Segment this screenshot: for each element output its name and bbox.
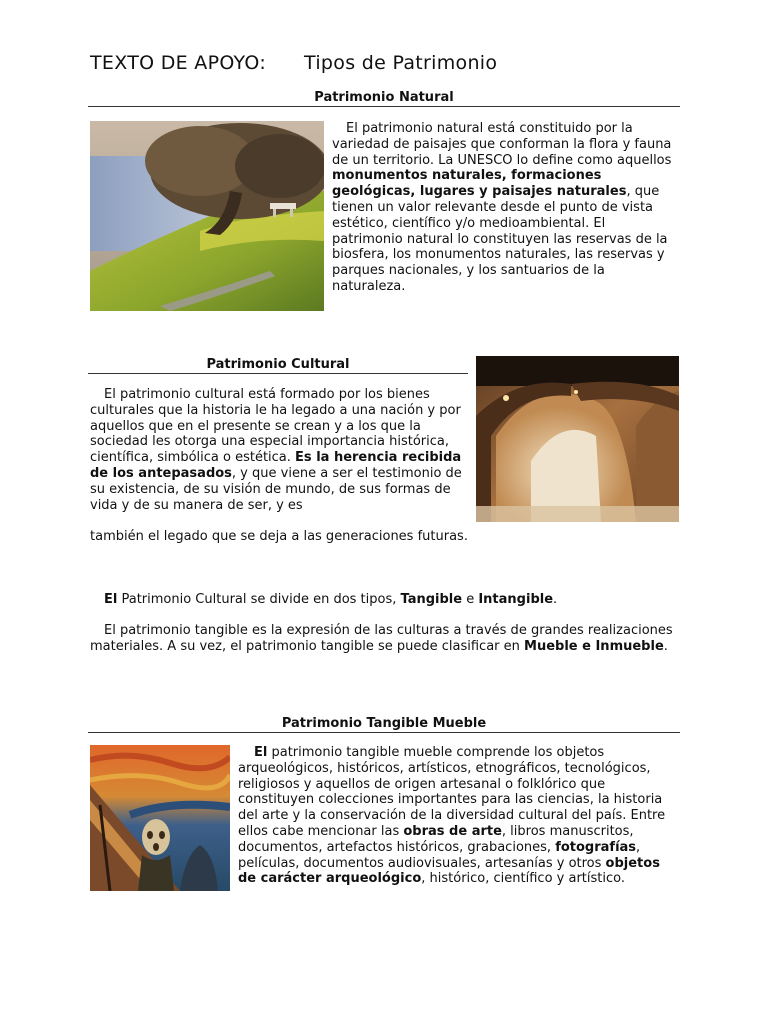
text-segment: e xyxy=(462,592,479,607)
bold-text: fotografías xyxy=(555,839,637,855)
text-segment: El patrimonio cultural está formado por los bienes culturales que la historia le ha legado a una nación y por aquellos que en el presente se crean y a los que la sociedad les otorga una especial importancia histórica, científica, simbólica o estética. xyxy=(90,387,461,466)
cultural-title: Patrimonio Cultural xyxy=(206,357,350,372)
bold-text: objetos de carácter arqueológico xyxy=(238,855,660,887)
cultural-image xyxy=(476,356,679,522)
cultural-paragraph-b xyxy=(90,529,570,545)
cultural-paragraph-a xyxy=(90,387,470,513)
mueble-paragraph xyxy=(238,745,680,887)
header-topic: Tipos de Patrimonio xyxy=(304,52,498,74)
tangible-paragraph xyxy=(90,623,680,655)
bold-text: monumentos naturales, formaciones geológicas, lugares y paisajes naturales xyxy=(332,168,627,200)
division-paragraph xyxy=(90,592,680,608)
text-segment: El patrimonio natural está constituido por la variedad de paisajes que conforman la flora y fauna de un territorio. La UNESCO lo define como aquellos xyxy=(332,121,672,168)
text-segment: , que tienen un valor relevante desde el punto de vista estético, científico y/o medioambiental. El patrimonio natural lo constituyen las reservas de la biosfera, los monumentos naturales, las reservas y parques nacionales, y los santuarios de la naturaleza. xyxy=(332,184,668,294)
natural-image xyxy=(90,121,324,311)
text-segment: . xyxy=(553,592,558,607)
natural-paragraph xyxy=(332,121,676,295)
text-segment: patrimonio tangible mueble comprende los objetos arqueológicos, históricos, artísticos, etnográficos, tecnológicos, religiosos y aquellos de origen artesanal o folklórico que constituyen colecciones importantes para las ciencias, la historia del arte y la conservación de la diversidad cultural del país. Entre ellos cabe mencionar las xyxy=(238,745,666,839)
text-segment: . xyxy=(663,638,668,654)
text-segment: , y que viene a ser el testimonio de su existencia, de su visión de mundo, de sus formas de vida y de su manera de ser, y es xyxy=(90,465,462,513)
text-segment: , películas, documentos audiovisuales, artesanías y otros xyxy=(238,839,641,871)
natural-divider xyxy=(88,106,680,107)
bold-text: obras de arte xyxy=(403,823,502,839)
bold-text: Tangible xyxy=(400,592,463,607)
document-header xyxy=(90,52,497,74)
text-segment: Patrimonio Cultural se divide en dos tipos, xyxy=(117,592,401,607)
text-segment: , libros manuscritos, documentos, artefactos históricos, grabaciones, xyxy=(238,823,634,855)
mueble-image xyxy=(90,745,230,891)
bold-text: El xyxy=(254,745,268,760)
text-segment: también el legado que se deja a las generaciones futuras. xyxy=(90,529,468,544)
natural-title: Patrimonio Natural xyxy=(314,90,454,105)
bold-text: Intangible xyxy=(478,592,554,607)
mueble-title: Patrimonio Tangible Mueble xyxy=(281,716,487,731)
cultural-divider xyxy=(88,373,468,374)
text-segment: El patrimonio tangible es la expresión de las culturas a través de grandes realizaciones materiales. A su vez, el patrimonio tangible se puede clasificar en xyxy=(90,623,673,654)
mueble-divider xyxy=(88,732,680,733)
bold-text: Mueble e Inmueble xyxy=(524,638,664,654)
header-label: TEXTO DE APOYO: xyxy=(90,52,267,74)
bold-text: Es la herencia recibida de los antepasados xyxy=(90,450,462,481)
text-segment: , histórico, científico y artístico. xyxy=(421,871,625,887)
bold-text: El xyxy=(104,592,118,607)
